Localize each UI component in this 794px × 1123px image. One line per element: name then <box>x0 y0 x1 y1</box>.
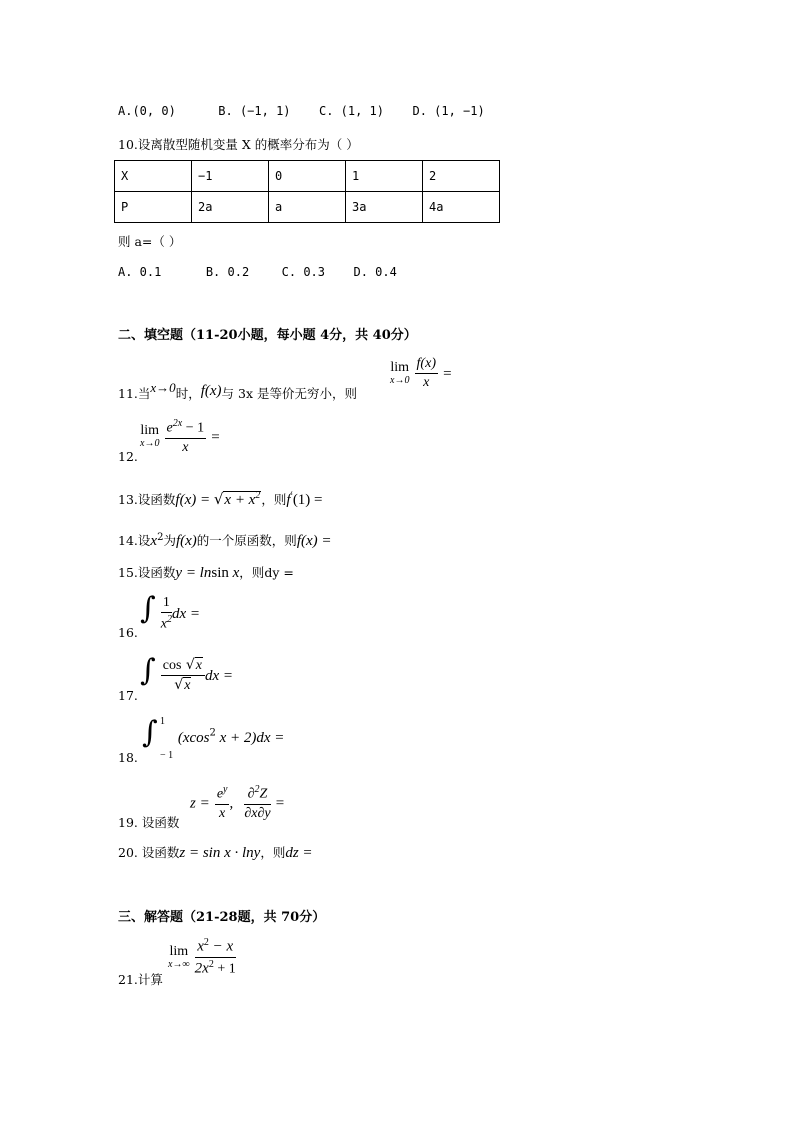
q14-fx: f(x) <box>175 533 197 549</box>
frac-num: f(x) <box>415 356 438 374</box>
table-cell: 2 <box>423 161 500 192</box>
q15-text: 设函数 <box>137 565 176 580</box>
q9-option-c: C. (1, 1) <box>318 104 385 118</box>
table-cell: 3a <box>346 192 423 223</box>
table-cell: 1 <box>346 161 423 192</box>
q20-text: ，则 <box>260 845 286 860</box>
lim-word: lim <box>169 943 189 959</box>
q16-number: 16. <box>118 625 138 640</box>
q10-ask: 则 a=（ ） <box>118 234 182 249</box>
q19-expression <box>190 784 284 822</box>
q14-text: 为 <box>163 533 176 548</box>
equals: = <box>211 429 220 446</box>
table-cell: 0 <box>269 161 346 192</box>
prime: ′ <box>290 490 293 502</box>
q10-option-b: B. 0.2 <box>205 265 250 279</box>
partial: ∂ <box>247 786 255 802</box>
exponent: 2 <box>208 958 214 970</box>
upper-limit: 1 <box>160 716 165 727</box>
denominator: 2x <box>194 960 209 977</box>
section-2-heading: 二、填空题（11-20小题，每小题 4分，共 40分） <box>118 328 417 343</box>
table-cell: 4a <box>423 192 500 223</box>
z-var: z = <box>190 795 210 812</box>
exponent: 2 <box>209 727 216 739</box>
q16-expression <box>140 591 200 632</box>
q15-expr: y = ln <box>175 565 212 581</box>
minus-one: − 1 <box>182 420 205 436</box>
q14-number: 14. <box>118 533 138 548</box>
integrand: (xcos <box>177 730 210 746</box>
denominator-tail: + 1 <box>213 961 236 977</box>
lim-sub: x→0 <box>140 438 160 450</box>
exponent: 2 <box>203 937 209 948</box>
q18-number: 18. <box>118 750 138 765</box>
x-var: x <box>228 565 240 581</box>
integral-sign: ∫ <box>140 653 156 688</box>
radicand: x + x <box>224 492 256 508</box>
q11-text: 与 3x 是等价无穷小，则 <box>221 386 357 401</box>
comma: , <box>229 795 234 812</box>
q14-fx: f(x) = <box>296 533 332 549</box>
q20 <box>118 843 313 862</box>
frac-den: x <box>219 805 226 821</box>
q15-text: ，则 <box>239 565 265 580</box>
q10-option-a: A. 0.1 <box>118 265 162 279</box>
section-3-heading: 三、解答题（21-28题，共 70分） <box>118 910 326 925</box>
q10-options <box>118 265 397 279</box>
q17-expression: ∫ $\frac{\cos √x}{√x}$ dx = <box>140 653 234 693</box>
e-base: e <box>216 786 224 802</box>
q11-text: 时， <box>175 386 201 401</box>
lim-sub: x→∞ <box>168 958 190 970</box>
exponent: y <box>223 784 228 795</box>
dy: dy = <box>264 565 294 580</box>
probability-table <box>114 160 500 223</box>
q13: 13.设函数$f(x) = √x + x^2$，则f′(1) = <box>118 490 323 508</box>
frac-den: x <box>182 439 189 455</box>
f-symbol: f <box>286 492 291 508</box>
cos: cos <box>162 658 182 673</box>
q10-option-c: C. 0.3 <box>281 265 326 279</box>
q10-option-d: D. 0.4 <box>353 265 397 279</box>
exponent: 2 <box>255 490 261 501</box>
Z-var: Z <box>259 786 268 802</box>
q17-number: 17. <box>118 688 138 703</box>
q14 <box>118 531 332 550</box>
lower-limit: − 1 <box>160 750 174 761</box>
q9-option-b: B. (−1, 1) <box>218 104 291 118</box>
q11: 11.当x→0时，f(x)与 3x 是等价无穷小，则 <box>118 380 357 401</box>
lim-word: lim <box>390 360 410 375</box>
q9-option-a: A.(0, 0) <box>118 104 176 118</box>
q11-number: 11. <box>118 386 138 401</box>
q21 <box>118 970 163 988</box>
sin: sin <box>211 565 229 581</box>
lim-word: lim <box>140 423 160 439</box>
q15-number: 15. <box>118 565 138 580</box>
table-cell: a <box>269 192 346 223</box>
table-cell: X <box>115 161 192 192</box>
table-cell: 2a <box>192 192 269 223</box>
q13-number: 13. <box>118 492 138 507</box>
table-cell: −1 <box>192 161 269 192</box>
dx: dx = <box>205 668 234 684</box>
frac-den: x <box>423 375 430 390</box>
e-base: e <box>166 420 173 436</box>
x-var: x <box>197 938 204 955</box>
radicand: x <box>184 678 191 693</box>
table-cell: P <box>115 192 192 223</box>
q9-option-d: D. (1, −1) <box>412 104 485 118</box>
q20-expr: z = sin x · lny <box>179 845 261 861</box>
q11-fx: f(x) <box>200 383 222 399</box>
q13-arg: (1) = <box>292 492 323 508</box>
q13-fx: f(x) = <box>175 492 214 508</box>
q19-text: 设函数 <box>137 815 180 830</box>
q13-text: ，则 <box>261 492 287 507</box>
integral-sign: ∫ <box>140 591 156 626</box>
exponent: 2 <box>157 531 164 543</box>
q13-text: 设函数 <box>137 492 176 507</box>
dx: dx = <box>171 606 200 622</box>
numerator-tail: − x <box>208 938 234 955</box>
q20-text: 设函数 <box>137 845 180 860</box>
table-row <box>115 192 500 223</box>
q11-limit-expression <box>390 356 452 391</box>
q11-text: 当 <box>137 386 151 401</box>
q10-stem: 10.设离散型随机变量 X 的概率分布为（ ） <box>118 137 359 152</box>
frac-den: ∂x∂y <box>244 805 271 821</box>
integrand: x + 2)dx = <box>215 730 285 746</box>
q12-limit-expression <box>140 418 220 456</box>
q20-number: 20. <box>118 845 138 860</box>
frac-den: x <box>160 616 167 632</box>
q21-number: 21. <box>118 972 138 987</box>
q9-options <box>118 104 485 118</box>
q21-limit-expression <box>168 937 236 977</box>
lim-sub: x→0 <box>390 375 410 386</box>
equals: = <box>443 366 452 382</box>
q19 <box>118 813 179 831</box>
radicand: x <box>195 658 202 673</box>
q14-text: 设 <box>137 533 151 548</box>
dz: dz = <box>285 845 313 861</box>
q19-number: 19. <box>118 815 138 830</box>
integral-sign: ∫ <box>142 715 158 750</box>
equals: = <box>275 795 285 812</box>
q12-number: 12. <box>118 449 138 464</box>
q15 <box>118 563 294 582</box>
frac-num: 1 <box>161 595 172 613</box>
table-row <box>115 161 500 192</box>
exponent: 2x <box>172 418 183 429</box>
q21-text: 计算 <box>137 972 163 987</box>
exponent: 2 <box>166 613 172 625</box>
q14-text: 的一个原函数，则 <box>196 533 297 548</box>
x-var: x <box>150 533 158 549</box>
q18-expression <box>142 715 285 761</box>
exponent: 2 <box>254 784 260 795</box>
